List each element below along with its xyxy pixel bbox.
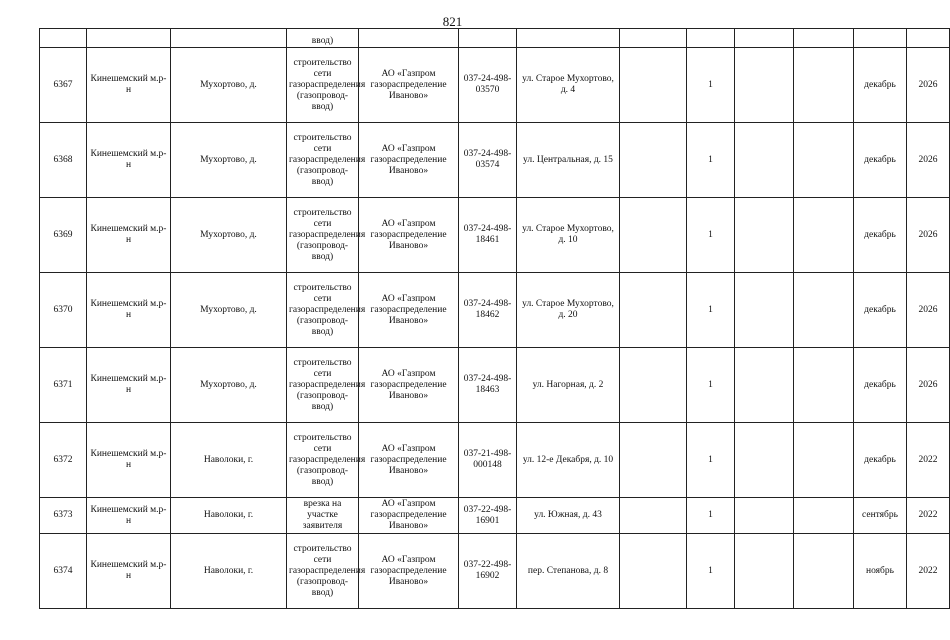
district-cell: Кинешемский м.р-н	[87, 348, 171, 423]
year-cell: 2022	[907, 423, 950, 498]
district-cell: Кинешемский м.р-н	[87, 498, 171, 534]
address-cell: пер. Степанова, д. 8	[517, 534, 620, 609]
object-code-cell: 037-24-498-18463	[459, 348, 517, 423]
empty-cell	[620, 273, 687, 348]
empty-cell	[620, 348, 687, 423]
table-row	[40, 348, 950, 423]
locality-cell: Наволоки, г.	[171, 534, 287, 609]
organization-cell: АО «Газпром газораспределение Иваново»	[359, 198, 459, 273]
empty-cell	[620, 48, 687, 123]
year-cell: 2026	[907, 123, 950, 198]
count-cell: 1	[687, 48, 735, 123]
row-number-cell: 6369	[40, 198, 87, 273]
empty-cell	[735, 423, 794, 498]
organization-cell: АО «Газпром газораспределение Иваново»	[359, 273, 459, 348]
organization-cell: АО «Газпром газораспределение Иваново»	[359, 423, 459, 498]
count-cell: 1	[687, 348, 735, 423]
work-type-cell: строительство сети газораспределения (газопровод-ввод)	[287, 273, 359, 348]
object-code-cell: 037-22-498-16902	[459, 534, 517, 609]
month-cell: декабрь	[854, 123, 907, 198]
locality-cell: Мухортово, д.	[171, 198, 287, 273]
work-type-cell: строительство сети газораспределения (газопровод-ввод)	[287, 48, 359, 123]
object-code-cell: 037-22-498-16901	[459, 498, 517, 534]
locality-cell: Наволоки, г.	[171, 498, 287, 534]
district-cell: Кинешемский м.р-н	[87, 273, 171, 348]
table-row	[40, 498, 950, 534]
empty-cell	[620, 123, 687, 198]
address-cell: ул. Старое Мухортово, д. 4	[517, 48, 620, 123]
empty-cell	[794, 423, 854, 498]
empty-cell	[735, 273, 794, 348]
empty-cell	[794, 198, 854, 273]
count-cell: 1	[687, 273, 735, 348]
empty-cell	[735, 534, 794, 609]
organization-cell: АО «Газпром газораспределение Иваново»	[359, 498, 459, 534]
count-cell: 1	[687, 198, 735, 273]
empty-cell	[794, 534, 854, 609]
empty-cell	[735, 48, 794, 123]
table-row	[40, 198, 950, 273]
empty-cell	[735, 498, 794, 534]
address-cell: ул. Нагорная, д. 2	[517, 348, 620, 423]
count-cell: 1	[687, 423, 735, 498]
empty-cell	[620, 423, 687, 498]
row-number-cell: 6371	[40, 348, 87, 423]
district-cell: Кинешемский м.р-н	[87, 123, 171, 198]
month-cell: декабрь	[854, 348, 907, 423]
table-row	[40, 48, 950, 123]
object-code-cell: 037-24-498-03574	[459, 123, 517, 198]
district-cell: Кинешемский м.р-н	[87, 198, 171, 273]
object-code-cell: 037-21-498-000148	[459, 423, 517, 498]
organization-cell: АО «Газпром газораспределение Иваново»	[359, 348, 459, 423]
work-type-cell: врезка на участке заявителя	[287, 498, 359, 534]
gasification-table	[39, 28, 950, 609]
address-cell: ул. 12-е Декабря, д. 10	[517, 423, 620, 498]
object-code-cell: 037-24-498-18462	[459, 273, 517, 348]
month-cell: ноябрь	[854, 534, 907, 609]
year-cell: 2026	[907, 348, 950, 423]
locality-cell: Мухортово, д.	[171, 48, 287, 123]
row-number-cell: 6370	[40, 273, 87, 348]
work-type-cell: строительство сети газораспределения (газопровод-ввод)	[287, 423, 359, 498]
month-cell: декабрь	[854, 198, 907, 273]
page-number: 821	[442, 14, 463, 29]
work-type-cell: строительство сети газораспределения (газопровод-ввод)	[287, 348, 359, 423]
district-cell: Кинешемский м.р-н	[87, 48, 171, 123]
address-cell: ул. Южная, д. 43	[517, 498, 620, 534]
table-row	[40, 123, 950, 198]
locality-cell: Наволоки, г.	[171, 423, 287, 498]
table-row	[40, 534, 950, 609]
row-number-cell: 6372	[40, 423, 87, 498]
organization-cell: АО «Газпром газораспределение Иваново»	[359, 123, 459, 198]
organization-cell: АО «Газпром газораспределение Иваново»	[359, 534, 459, 609]
month-cell: декабрь	[854, 273, 907, 348]
row-number-cell: 6367	[40, 48, 87, 123]
address-cell: ул. Центральная, д. 15	[517, 123, 620, 198]
table-row	[40, 423, 950, 498]
table-row	[40, 273, 950, 348]
year-cell: 2022	[907, 498, 950, 534]
locality-cell: Мухортово, д.	[171, 348, 287, 423]
year-cell: 2022	[907, 534, 950, 609]
row-number-cell: 6374	[40, 534, 87, 609]
count-cell: 1	[687, 534, 735, 609]
empty-cell	[735, 123, 794, 198]
continued-work-cell: ввод)	[287, 29, 359, 48]
empty-cell	[620, 534, 687, 609]
locality-cell: Мухортово, д.	[171, 123, 287, 198]
work-type-cell: строительство сети газораспределения (газопровод-ввод)	[287, 123, 359, 198]
object-code-cell: 037-24-498-03570	[459, 48, 517, 123]
object-code-cell: 037-24-498-18461	[459, 198, 517, 273]
row-number-cell: 6368	[40, 123, 87, 198]
work-type-cell: строительство сети газораспределения (газопровод-ввод)	[287, 534, 359, 609]
month-cell: сентябрь	[854, 498, 907, 534]
empty-cell	[620, 198, 687, 273]
empty-cell	[794, 498, 854, 534]
address-cell: ул. Старое Мухортово, д. 10	[517, 198, 620, 273]
locality-cell: Мухортово, д.	[171, 273, 287, 348]
empty-cell	[735, 348, 794, 423]
empty-cell	[794, 348, 854, 423]
empty-cell	[794, 123, 854, 198]
organization-cell: АО «Газпром газораспределение Иваново»	[359, 48, 459, 123]
year-cell: 2026	[907, 198, 950, 273]
count-cell: 1	[687, 123, 735, 198]
empty-cell	[620, 498, 687, 534]
district-cell: Кинешемский м.р-н	[87, 423, 171, 498]
count-cell: 1	[687, 498, 735, 534]
month-cell: декабрь	[854, 423, 907, 498]
year-cell: 2026	[907, 48, 950, 123]
empty-cell	[794, 48, 854, 123]
empty-cell	[735, 198, 794, 273]
work-type-cell: строительство сети газораспределения (газопровод-ввод)	[287, 198, 359, 273]
address-cell: ул. Старое Мухортово, д. 20	[517, 273, 620, 348]
year-cell: 2026	[907, 273, 950, 348]
empty-cell	[794, 273, 854, 348]
continuation-row	[40, 29, 950, 48]
row-number-cell: 6373	[40, 498, 87, 534]
district-cell: Кинешемский м.р-н	[87, 534, 171, 609]
month-cell: декабрь	[854, 48, 907, 123]
